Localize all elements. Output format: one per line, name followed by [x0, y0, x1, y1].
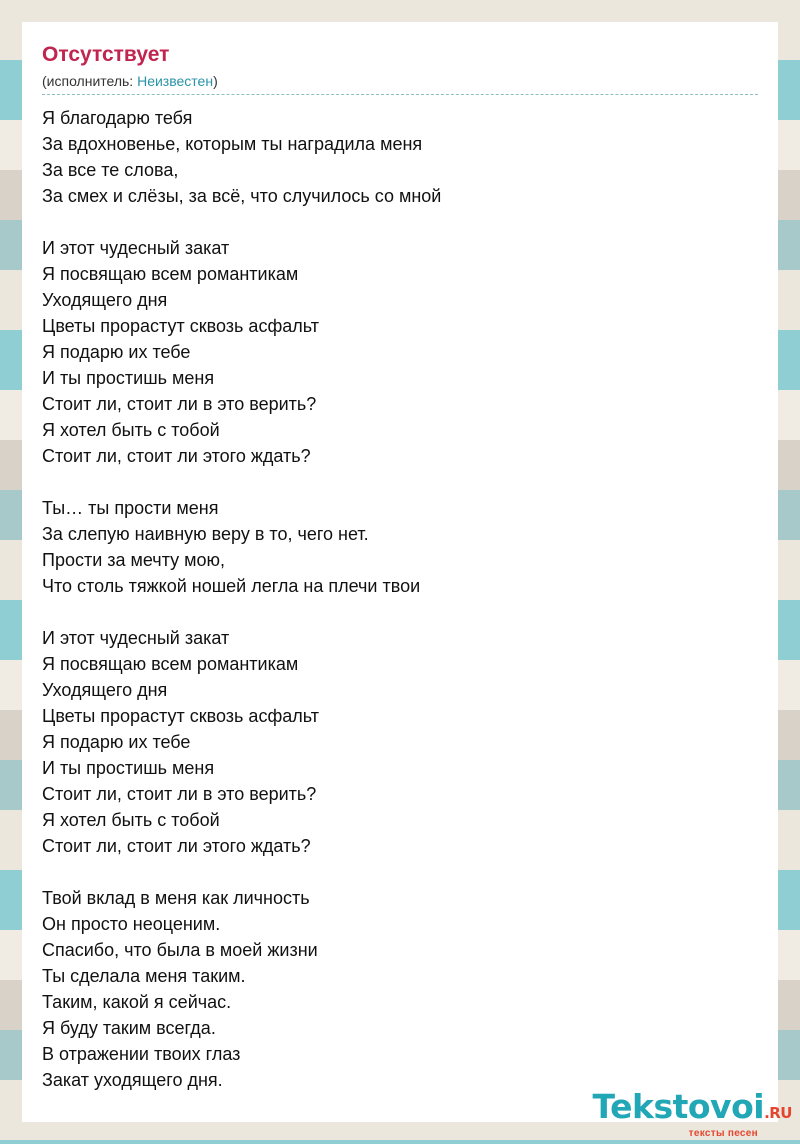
lyric-line: Ты сделала меня таким. [42, 966, 246, 986]
lyric-line: Прости за мечту мою, [42, 550, 226, 570]
artist-suffix: ) [213, 73, 218, 89]
lyric-line: Таким, какой я сейчас. [42, 992, 232, 1012]
artist-line [42, 72, 758, 95]
lyric-line: Я благодарю тебя [42, 108, 193, 128]
lyric-line: Я подарю их тебе [42, 342, 191, 362]
lyric-line: Я буду таким всегда. [42, 1018, 216, 1038]
logo-subtitle: тексты песен [688, 1128, 758, 1139]
lyric-line: И ты простишь меня [42, 758, 215, 778]
site-logo[interactable] [572, 1088, 792, 1140]
stanza [42, 235, 758, 469]
lyric-line: За вдохновенье, которым ты наградила меня [42, 134, 423, 154]
lyric-line: И этот чудесный закат [42, 628, 230, 648]
logo-tld: .RU [764, 1104, 792, 1122]
lyric-line: Я хотел быть с тобой [42, 810, 220, 830]
logo-wordmark [572, 1088, 792, 1132]
lyric-line: Спасибо, что была в моей жизни [42, 940, 318, 960]
stanza [42, 885, 758, 1093]
lyric-line: Цветы прорастут сквозь асфальт [42, 706, 319, 726]
lyric-line: Твой вклад в меня как личность [42, 888, 310, 908]
lyric-line: Стоит ли, стоит ли в это верить? [42, 784, 317, 804]
lyric-line: Ты… ты прости меня [42, 498, 219, 518]
lyric-line: И ты простишь меня [42, 368, 215, 388]
lyrics-card [22, 22, 778, 1122]
lyric-line: Цветы прорастут сквозь асфальт [42, 316, 319, 336]
lyric-line: Уходящего дня [42, 290, 168, 310]
stanza [42, 625, 758, 859]
artist-prefix: (исполнитель: [42, 73, 138, 89]
lyric-line: Закат уходящего дня. [42, 1070, 223, 1090]
song-title: Отсутствует [42, 43, 170, 66]
lyric-line: В отражении твоих глаз [42, 1044, 241, 1064]
lyric-line: Я подарю их тебе [42, 732, 191, 752]
lyric-line: За смех и слёзы, за всё, что случилось со мной [42, 186, 442, 206]
lyric-line: Я посвящаю всем романтикам [42, 654, 299, 674]
stanza [42, 105, 758, 209]
lyric-line: Уходящего дня [42, 680, 168, 700]
stanza [42, 495, 758, 599]
lyric-line: Стоит ли, стоит ли этого ждать? [42, 446, 311, 466]
lyric-line: За слепую наивную веру в то, чего нет. [42, 524, 369, 544]
lyric-line: И этот чудесный закат [42, 238, 230, 258]
lyric-line: Я хотел быть с тобой [42, 420, 220, 440]
lyric-line: За все те слова, [42, 160, 179, 180]
lyric-line: Что столь тяжкой ношей легла на плечи твои [42, 576, 421, 596]
lyric-line: Стоит ли, стоит ли этого ждать? [42, 836, 311, 856]
lyric-line: Стоит ли, стоит ли в это верить? [42, 394, 317, 414]
artist-link[interactable]: Неизвестен [137, 73, 214, 89]
lyric-line: Он просто неоценим. [42, 914, 221, 934]
logo-main-text: Tekstovoi [592, 1087, 765, 1126]
lyric-line: Я посвящаю всем романтикам [42, 264, 299, 284]
lyrics-body [42, 105, 758, 1093]
